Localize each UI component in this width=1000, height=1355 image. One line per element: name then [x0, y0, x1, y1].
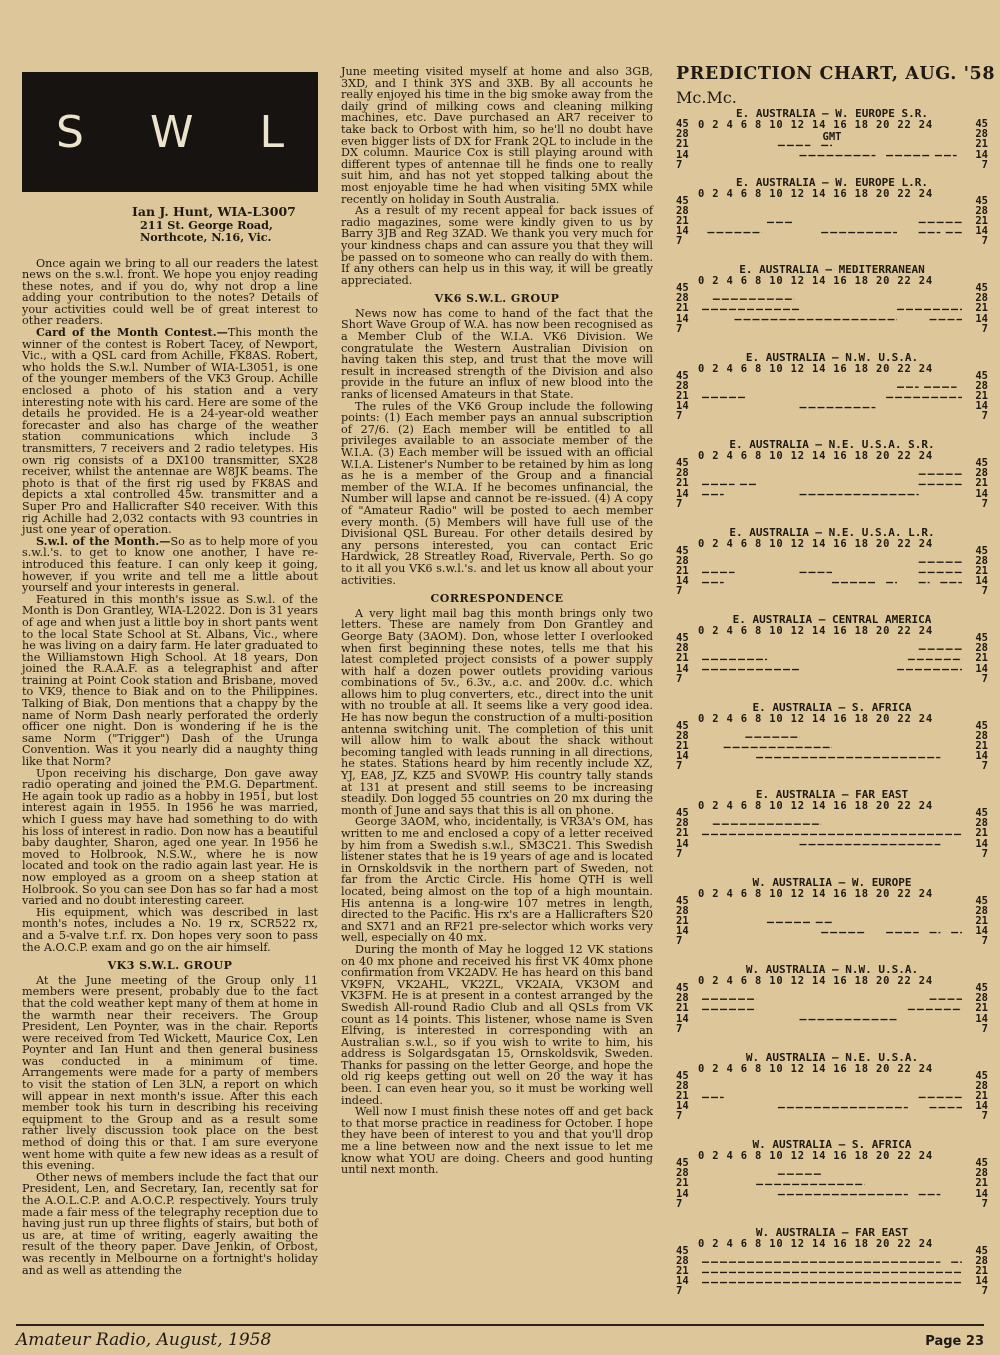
freq-label-left: 7 [676, 235, 683, 248]
freq-label-right: 7 [981, 1110, 988, 1123]
freq-label-left: 7 [676, 672, 683, 685]
hour-scale: 0 2 4 6 8 10 12 14 16 18 20 22 24 [698, 187, 934, 200]
freq-label-left: 14 [676, 312, 689, 325]
freq-label-right: 45 [975, 894, 988, 907]
freq-label-right: 28 [975, 128, 988, 141]
prediction-panel [676, 526, 988, 614]
prediction-panel [676, 263, 988, 351]
author-address-line-1: 211 St. George Road, [140, 217, 273, 232]
freq-label-right: 45 [975, 1069, 988, 1082]
freq-label-left: 45 [676, 894, 689, 907]
path-title: W. AUSTRALIA — N.E. U.S.A. [745, 1050, 919, 1064]
freq-label-right: 7 [981, 672, 988, 685]
author-address-line-2: Northcote, N.16, Vic. [140, 230, 272, 244]
path-title: W. AUSTRALIA — W. EUROPE [752, 875, 912, 889]
mc-label-left: Mc. [676, 88, 707, 107]
hour-scale: 0 2 4 6 8 10 12 14 16 18 20 22 24 [698, 537, 934, 550]
freq-label-right: 14 [975, 400, 988, 413]
freq-label-left: 45 [676, 118, 689, 130]
equipment-paragraph: His equipment, which was described in last month's notes, includes a No. 19 rx, SCR522 rx, and a 5-valve t.r.f. rx. Don hopes very soon to pass the A.O.C.P. exam and go on the air himself. [22, 905, 318, 954]
freq-label-right: 45 [975, 632, 988, 644]
freq-label-right: 21 [975, 138, 988, 151]
freq-label-right: 21 [975, 389, 988, 402]
swl-heading-block [22, 72, 318, 192]
freq-label-left: 28 [676, 379, 689, 392]
freq-label-left: 28 [676, 128, 689, 141]
vk3-group-heading: VK3 S.W.L. GROUP [107, 959, 233, 973]
freq-label-left: 21 [676, 1089, 689, 1102]
freq-label-left: 14 [676, 1275, 689, 1288]
freq-label-left: 28 [676, 1254, 689, 1267]
freq-label-left: 7 [676, 585, 683, 598]
freq-label-left: 7 [676, 1022, 683, 1035]
author-block [132, 206, 318, 244]
freq-label-right: 7 [981, 847, 988, 860]
prediction-panel [676, 963, 988, 1051]
freq-label-right: 7 [981, 410, 988, 423]
swl-of-month-heading: S.w.l. of the Month.— [36, 533, 171, 548]
trace-area [676, 462, 988, 524]
freq-label-left: 45 [676, 282, 689, 294]
correspondence-paragraph-1: A very light mail bag this month brings only two letters. These are namely from Don Grantley and George Baty (3AOM). Don, whose letter I overlooked when first beginning these notes, tells me that his latest completed project consists of a power supply with half a dozen power outlets providing various combinations of 5v., 6.3v., a.c. and 200v. d.c. which allows him to plug converters, etc., direct into the unit with no trouble at all. It seems like a very good idea. He has now begun the construction of a multi-position antenna switching unit. The completion of this unit will allow him to walk about the shack without becoming tangled with leads running in all directions, he states. Stations heard by him recently include XZ, YJ, EA8, JZ, KZ5 and SV0WP. His country tally stands at 131 at present and still seems to be increasing steadily. Don logged 55 countries on 20 mx during the month of June and says that this is all on phone. [341, 606, 653, 817]
freq-label-left: 14 [676, 400, 689, 413]
intro-paragraph: Once again we bring to all our readers the latest news on the s.w.l. front. We hope you enjoy reading these notes, and if you do, why not drop a line adding your contribution to the notes? Details of your activities could well be of great interest to other readers. [22, 256, 318, 328]
freq-label-right: 14 [975, 148, 988, 161]
path-title: E. AUSTRALIA — W. EUROPE L.R. [735, 175, 929, 189]
hour-scale: 0 2 4 6 8 10 12 14 16 18 20 22 24 [698, 119, 934, 131]
freq-label-right: 45 [975, 1157, 988, 1169]
path-title: E. AUSTRALIA — N.E. U.S.A. S.R. [729, 438, 935, 451]
freq-label-right: 28 [975, 904, 988, 917]
prediction-panel [676, 351, 988, 439]
freq-label-right: 14 [975, 575, 988, 588]
freq-label-right: 28 [975, 554, 988, 567]
vk3-paragraph-2: Other news of members include the fact that our President, Len, and Secretary, Ian, recently sat for the A.O.L.C.P. and A.O.C.P. respectively. Yours truly made a fair mess of the telegraphy reception due to having just run up three flights of stairs, but both of us are, at time of writing, eagerly awaiting the result of the theory paper. Dave Jenkin, of Orbost, was recently in Melbourne on a fortnight's holiday and as well as attending the [22, 1170, 319, 1277]
freq-label-right: 45 [975, 369, 988, 382]
freq-label-left: 45 [676, 807, 689, 819]
freq-label-left: 21 [676, 1264, 689, 1277]
freq-label-right: 14 [975, 312, 988, 325]
hour-scale: 0 2 4 6 8 10 12 14 16 18 20 22 24 [698, 1237, 934, 1250]
freq-label-right: 28 [975, 817, 988, 830]
freq-label-right: 14 [975, 750, 988, 763]
freq-label-left: 21 [676, 827, 689, 840]
column-one [22, 72, 318, 1276]
freq-label-right: 21 [975, 564, 988, 577]
freq-label-left: 7 [676, 847, 683, 860]
freq-label-left: 45 [676, 1244, 689, 1257]
freq-label-right: 28 [975, 992, 988, 1005]
freq-label-right: 14 [975, 487, 988, 500]
hour-scale: 0 2 4 6 8 10 12 14 16 18 20 22 24 [698, 450, 934, 462]
freq-label-right: 28 [975, 1167, 988, 1180]
card-of-month-paragraph [22, 327, 318, 536]
freq-label-left: 7 [676, 497, 683, 510]
freq-label-left: 7 [676, 1285, 683, 1298]
swl-of-month-text: So as to help more of you s.w.l.'s. to get to know one another, I have re-introduced this feature. I can only keep it going, however, if you write and tell me a little about yourself and your interests in general. [22, 534, 318, 595]
vk6-group-heading: VK6 S.W.L. GROUP [434, 292, 560, 306]
freq-label-right: 28 [975, 379, 988, 392]
freq-label-left: 14 [676, 1187, 689, 1200]
trace-area [676, 1075, 988, 1137]
freq-label-left: 28 [676, 817, 689, 830]
prediction-chart [676, 64, 996, 1313]
freq-label-left: 14 [676, 1100, 689, 1113]
freq-label-left: 28 [676, 642, 689, 655]
freq-label-right: 21 [975, 1177, 988, 1190]
freq-label-left: 7 [676, 322, 683, 335]
prediction-panel [676, 613, 988, 701]
freq-label-left: 21 [676, 389, 689, 402]
freq-label-right: 45 [975, 194, 988, 207]
freq-label-right: 45 [975, 982, 988, 994]
freq-label-right: 14 [975, 1187, 988, 1200]
prediction-panel [676, 788, 988, 876]
freq-label-right: 14 [975, 225, 988, 238]
featured-paragraph: Featured in this month's issue as S.w.l. of the Month is Don Grantley, WIA-L2022. Don is 31 years of age and when just a little boy in short pants went to the local State School at St. Albans, Vic., where he was living on a dairy farm. He later graduated to the Williamstown High School. At 18 years, Don joined the R.A.A.F. as a telegraphist and after training at Point Cook station and Brisbane, moved to VK9, thence to Biak and on to the Philippines. Talking of Biak, Don mentions that a chappy by the name of Norm Dash nearly perforated the orderly officer one night. Don is wondering if he is the same Norm ("Trigger") Dash of the Urunga Convention. Was it you nearly did a naughty thing like that Norm? [22, 592, 318, 769]
freq-label-left: 7 [676, 158, 683, 171]
freq-label-right: 7 [981, 760, 988, 773]
freq-label-right: 7 [981, 585, 988, 598]
prediction-panel [676, 1226, 988, 1314]
freq-label-left: 45 [676, 194, 689, 207]
freq-label-right: 45 [975, 118, 988, 130]
freq-label-right: 45 [975, 544, 988, 557]
freq-label-right: 21 [975, 302, 988, 315]
trace-area [676, 200, 988, 262]
freq-label-right: 28 [975, 204, 988, 217]
trace-area [676, 1250, 988, 1312]
hour-scale: 0 2 4 6 8 10 12 14 16 18 20 22 24 [698, 1150, 934, 1162]
freq-label-left: 7 [676, 1197, 683, 1210]
freq-label-left: 7 [676, 935, 683, 948]
prediction-chart-title: PREDICTION CHART, AUG. '58 [676, 64, 996, 84]
freq-label-right: 21 [975, 914, 988, 927]
freq-label-left: 21 [676, 564, 689, 577]
hour-scale: 0 2 4 6 8 10 12 14 16 18 20 22 24 [698, 800, 934, 812]
path-title: E. AUSTRALIA — MEDITERRANEAN [739, 263, 925, 276]
hour-scale: 0 2 4 6 8 10 12 14 16 18 20 22 24 [698, 975, 934, 987]
trace-area [676, 375, 988, 437]
vk3-paragraph-1: At the June meeting of the Group only 11 members were present, probably due to the fact that the cold weather kept many of them at home in the warmth near their receivers. The Group President, Len Poynter, was in the chair. Reports were received from Ted Wickett, Maurice Cox, Len Poynter and Ian Hunt and then general business was conducted in a minimum of time. Arrangements were made for a party of members to visit the station of Len 3LN, a report on which will appear in next month's issue. After this each member took his turn in describing his receiving equipment to the Group and as a result some rather lively discussion took place on the best method of doing this or that. I am sure everyone went home with quite a few new ideas as a result of this evening. [22, 973, 318, 1173]
freq-label-left: 28 [676, 467, 689, 480]
prediction-panel [676, 88, 988, 176]
freq-label-right: 21 [975, 477, 988, 490]
freq-label-right: 45 [975, 719, 988, 732]
freq-label-right: 7 [981, 1285, 988, 1298]
freq-label-left: 28 [676, 292, 689, 305]
vk6-paragraph-1: News now has come to hand of the fact that the Short Wave Group of W.A. has now been recognised as a Member Club of the W.I.A. VK6 Division. We congratulate the Western Australian Division on having taken this step, and trust that the move will result in increased strength of the Division and also provide in the future an influx of new blood into the ranks of licensed Amateurs in that State. [341, 306, 653, 402]
freq-label-left: 21 [676, 914, 689, 927]
freq-label-right: 28 [975, 729, 988, 742]
hour-scale: 0 2 4 6 8 10 12 14 16 18 20 22 24 [698, 362, 934, 375]
freq-label-left: 28 [676, 992, 689, 1005]
freq-label-left: 14 [676, 750, 689, 763]
freq-label-right: 28 [975, 642, 988, 655]
freq-label-right: 45 [975, 457, 988, 469]
path-title: E. AUSTRALIA — W. EUROPE S.R. [735, 107, 929, 120]
freq-label-left: 14 [676, 487, 689, 500]
card-of-month-text: This month the winner of the contest is Robert Tacey, of Newport, Vic., with a QSL card from Achille, FK8AS. Robert, who holds the S.w.l. Number of WIA-L3051, is one of the younger members of the VK3 Group. Achille enclosed a photo of his station and a very interesting note with his card. Here are some of the details he provided. He is a 24-year-old weather forecaster and also has charge of the weather station communications which include 3 transmitters, 7 receivers and 2 radio teletypes. His own rig consists of a DX100 transmitter, SX28 receiver, whilst the antennae are W8JK beams. The photo is that of the first rig used by FK8AS and depicts a xtal controlled 45w. transmitter and a Super Pro and Hallicrafter S40 receiver. With this rig Achille had 2,032 contacts with 93 countries in just one year of operation. [22, 326, 319, 537]
freq-label-right: 28 [975, 1254, 988, 1267]
prediction-panel [676, 876, 988, 964]
vk6-paragraph-2: The rules of the VK6 Group include the following points: (1) Each member pays an annual subscription of 27/6. (2) Each member will be entitled to all privileges available to an associate member of the W.I.A. (3) Each member will be issued with an official W.I.A. Listener's Number to be retained by him as long as he is a member of the Group and a financial member of the W.I.A. If he becomes unfinancial, the Number will lapse and cannot be re-issued. (4) A copy of "Amateur Radio" will be posted to aech member every month. (5) Members will have full use of the Divisional QSL Bureau. For other details desired by any persons interested, you can contact Eric Hardwick, 28 Streatley Road, Rivervale, Perth. So go to it all you VK6 s.w.l.'s. and let us know all about your activities. [341, 399, 653, 587]
freq-label-right: 14 [975, 1012, 988, 1025]
freq-label-left: 21 [676, 302, 689, 315]
column-two [341, 66, 653, 1176]
freq-label-right: 21 [975, 827, 988, 840]
correspondence-paragraph-3: During the month of May he logged 12 VK stations on 40 mx phone and received his first VK 40mx phone confirmation from VK2ADV. He has heard on this band VK9FN, VK2AHL, VK2ZL, VK2AIA, VK3OM and VK3FM. He is at present in a contest arranged by the Swedish All-round Radio Club and all QSLs from VK count as 14 points. This listener, whose name is Sven Elfving, is interested in corresponding with an Australian s.w.l., so if you wish to write to him, his address is Solgardsgatan 15, Ornskoldsvik, Sweden. Thanks for passing on the letter George, and hope the old rig keeps getting out well on 20 the way it has been. I can even hear you, so it must be working well indeed. [341, 942, 653, 1107]
freq-label-right: 14 [975, 662, 988, 675]
freq-label-right: 21 [975, 739, 988, 752]
freq-label-right: 45 [975, 807, 988, 819]
path-title: W. AUSTRALIA — FAR EAST [755, 1225, 909, 1239]
trace-area [676, 900, 988, 962]
path-title: E. AUSTRALIA — CENTRAL AMERICA [732, 613, 932, 626]
prediction-panel [676, 438, 988, 526]
swl-heading: S W L [56, 106, 310, 158]
freq-label-left: 21 [676, 1177, 689, 1190]
freq-label-left: 45 [676, 369, 689, 382]
freq-label-right: 7 [981, 935, 988, 948]
freq-label-right: 21 [975, 1002, 988, 1015]
magazine-issue: Amateur Radio, August, 1958 [16, 1330, 272, 1350]
freq-label-right: 28 [975, 467, 988, 480]
path-title: E. AUSTRALIA — S. AFRICA [752, 700, 912, 714]
freq-label-left: 14 [676, 925, 689, 938]
correspondence-heading: CORRESPONDENCE [430, 592, 564, 606]
freq-label-left: 28 [676, 1079, 689, 1092]
path-title: E. AUSTRALIA — N.E. U.S.A. L.R. [729, 525, 935, 539]
freq-label-left: 28 [676, 554, 689, 567]
freq-label-left: 21 [676, 477, 689, 490]
freq-label-left: 45 [676, 457, 689, 469]
freq-label-right: 28 [975, 292, 988, 305]
mc-label-right: Mc. [706, 88, 737, 107]
freq-label-left: 21 [676, 138, 689, 151]
prediction-panel [676, 1051, 988, 1139]
path-title: W. AUSTRALIA — S. AFRICA [752, 1138, 912, 1151]
freq-label-left: 21 [676, 739, 689, 752]
freq-label-right: 14 [975, 837, 988, 850]
freq-label-left: 45 [676, 719, 689, 732]
trace-area [676, 987, 988, 1049]
swl-of-month-paragraph [22, 533, 318, 595]
trace-area [676, 550, 988, 612]
freq-label-left: 45 [676, 982, 689, 994]
hour-scale: 0 2 4 6 8 10 12 14 16 18 20 22 24 [698, 275, 934, 287]
prediction-panels [676, 88, 988, 1313]
hour-scale: 0 2 4 6 8 10 12 14 16 18 20 22 24 [698, 712, 934, 725]
trace-area [676, 1162, 988, 1224]
discharge-paragraph: Upon receiving his discharge, Don gave away radio operating and joined the P.M.G. Department. He again took up radio as a hobby in 1951, but lost interest again in 1955. In 1956 he was married, which I guess may have had something to do with his loss of interest in radio. Don now has a beautiful baby daughter, Sharon, aged one year. In 1956 he moved to Holbrook, N.S.W., where he is now located and took on the radio again last year. He is now employed as a groom on a sheep station at Holbrook. So you can see Don has so far had a most varied and no doubt interesting career. [22, 766, 318, 908]
freq-label-right: 7 [981, 158, 988, 171]
freq-label-left: 14 [676, 837, 689, 850]
card-of-month-heading: Card of the Month Contest.— [36, 325, 228, 340]
freq-label-left: 14 [676, 148, 689, 161]
prediction-panel [676, 1138, 988, 1226]
freq-label-left: 21 [676, 214, 689, 227]
freq-label-right: 45 [975, 282, 988, 294]
gmt-label: GMT [822, 131, 842, 143]
hour-scale: 0 2 4 6 8 10 12 14 16 18 20 22 24 [698, 1062, 934, 1075]
author-name: Ian J. Hunt, WIA-L3007 [132, 204, 296, 219]
hour-scale: 0 2 4 6 8 10 12 14 16 18 20 22 24 [698, 625, 934, 637]
closing-paragraph: Well now I must finish these notes off and get back to that morse practice in readiness for October. I hope they have been of interest to you and that you'll drop me a line between now and the next issue to let me know what YOU are doing. Cheers and good hunting until next month. [341, 1105, 653, 1177]
freq-label-left: 7 [676, 1110, 683, 1123]
trace-area [676, 812, 988, 874]
freq-label-right: 21 [975, 1089, 988, 1102]
freq-label-left: 14 [676, 225, 689, 238]
freq-label-right: 14 [975, 1275, 988, 1288]
freq-label-left: 7 [676, 410, 683, 423]
freq-label-left: 45 [676, 1157, 689, 1169]
prediction-panel [676, 701, 988, 789]
page-footer [16, 1324, 984, 1350]
freq-label-right: 21 [975, 214, 988, 227]
back-issues-paragraph: As a result of my recent appeal for back issues of radio magazines, some were kindly given to us by Barry 3JB and Reg 3ZAD. We thank you very much for your kindness chaps and can assure you that they will be passed on to someone who can really do with them. If any others can help us in this way, it will be greatly appreciated. [341, 204, 653, 287]
freq-label-left: 14 [676, 575, 689, 588]
freq-label-left: 45 [676, 544, 689, 557]
trace-area [676, 725, 988, 787]
freq-label-left: 14 [676, 662, 689, 675]
freq-label-right: 14 [975, 925, 988, 938]
freq-label-right: 14 [975, 1100, 988, 1113]
freq-label-left: 7 [676, 760, 683, 773]
freq-label-right: 7 [981, 1022, 988, 1035]
freq-label-left: 45 [676, 1069, 689, 1082]
path-title: E. AUSTRALIA — N.W. U.S.A. [745, 350, 919, 364]
freq-label-left: 45 [676, 632, 689, 644]
freq-label-right: 7 [981, 497, 988, 510]
freq-label-right: 21 [975, 1264, 988, 1277]
correspondence-paragraph-2: George 3AOM, who, incidentally, is VR3A's OM, has written to me and enclosed a copy of a letter received by him from a Swedish s.w.l., SM3C21. This Swedish listener states that he is 19 years of age and is located in Ornskoldsvik in the northern part of Sweden, not far from the Arctic Circle. His home QTH is well located, being almost on the top of a high mountain. His antenna is a long-wire 107 metres in length, directed to the Pacific. His rx's are a Hallicrafters S20 and SX71 and an RF21 pre-selector which works very well, especially on 40 mx. [341, 815, 653, 945]
path-title: W. AUSTRALIA — N.W. U.S.A. [745, 963, 919, 976]
freq-label-right: 7 [981, 322, 988, 335]
freq-label-right: 7 [981, 1197, 988, 1210]
prediction-panel [676, 176, 988, 264]
trace-area [676, 287, 988, 349]
freq-label-left: 28 [676, 1167, 689, 1180]
freq-label-left: 14 [676, 1012, 689, 1025]
freq-label-left: 21 [676, 652, 689, 665]
page-number: Page 23 [925, 1334, 984, 1349]
freq-label-right: 7 [981, 235, 988, 248]
freq-label-right: 45 [975, 1244, 988, 1257]
hour-scale: 0 2 4 6 8 10 12 14 16 18 20 22 24 [698, 887, 934, 900]
freq-label-left: 28 [676, 904, 689, 917]
freq-label-left: 28 [676, 204, 689, 217]
freq-label-right: 21 [975, 652, 988, 665]
freq-label-left: 21 [676, 1002, 689, 1015]
path-title: E. AUSTRALIA — FAR EAST [755, 788, 909, 801]
freq-label-left: 28 [676, 729, 689, 742]
june-meeting-paragraph: June meeting visited myself at home and also 3GB, 3XD, and I think 3YS and 3XB. By all accounts he really enjoyed his time in the big smoke away from the daily grind of milking cows and cleaning milking machines, etc. Dave purchased an AR7 receiver to take back to Orbost with him, so he'll no doubt have even bigger lists of DX for Frank 2QL to include in the DX column. Maurice Cox is still playing around with different types of antennae till he finds one to really suit him, and has not yet stopped talking about the most enjoyable time he had when visiting 5MX while recently on holiday in South Australia. [341, 65, 653, 206]
trace-area [676, 637, 988, 699]
freq-label-right: 28 [975, 1079, 988, 1092]
